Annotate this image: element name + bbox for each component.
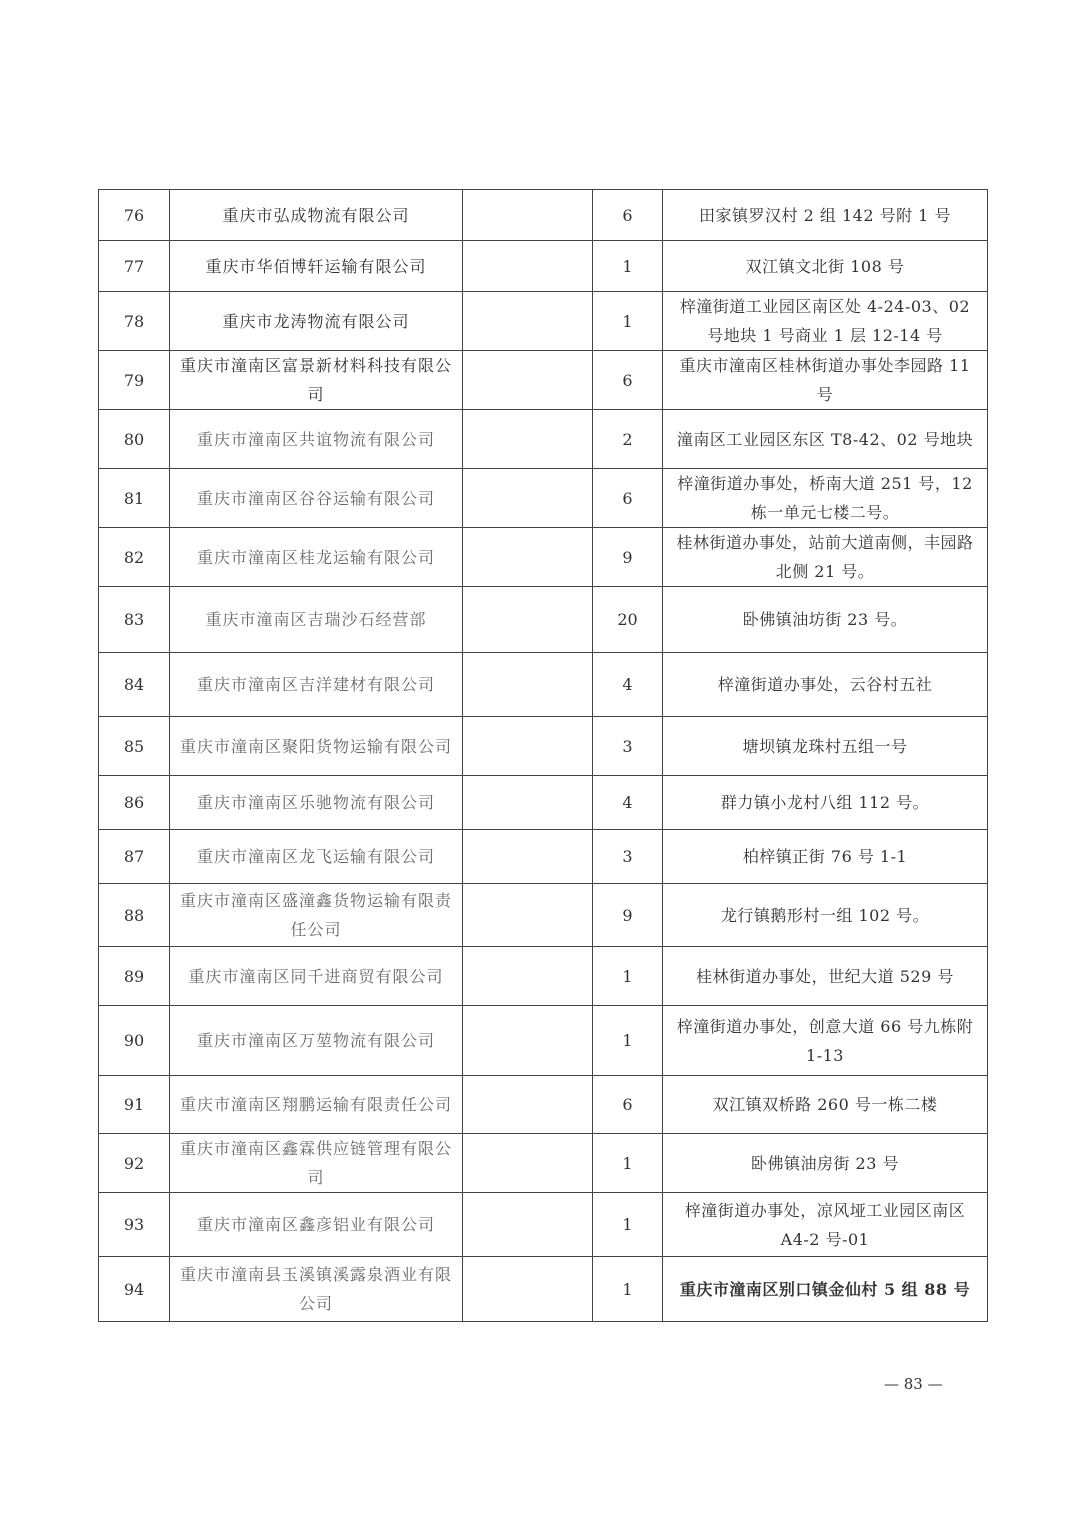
table-row xyxy=(99,351,988,410)
empty-cell xyxy=(463,410,593,469)
row-number: 84 xyxy=(99,653,170,717)
company-address: 双江镇双桥路 260 号一栋二楼 xyxy=(663,1076,988,1134)
row-number: 90 xyxy=(99,1006,170,1076)
vehicle-count: 1 xyxy=(593,1257,663,1322)
table-row xyxy=(99,241,988,292)
table-row xyxy=(99,653,988,717)
page-number: — 83 — xyxy=(884,1375,943,1393)
company-name: 重庆市潼南区聚阳货物运输有限公司 xyxy=(170,717,463,776)
empty-cell xyxy=(463,241,593,292)
row-number: 78 xyxy=(99,292,170,351)
company-address: 龙行镇鹅形村一组 102 号。 xyxy=(663,884,988,947)
row-number: 86 xyxy=(99,776,170,830)
empty-cell xyxy=(463,776,593,830)
table-row xyxy=(99,1076,988,1134)
vehicle-count: 20 xyxy=(593,587,663,653)
empty-cell xyxy=(463,717,593,776)
row-number: 87 xyxy=(99,830,170,884)
company-address: 卧佛镇油坊街 23 号。 xyxy=(663,587,988,653)
company-name: 重庆市潼南区万堃物流有限公司 xyxy=(170,1006,463,1076)
company-name: 重庆市潼南区鑫霖供应链管理有限公司 xyxy=(170,1134,463,1193)
company-address: 重庆市潼南区别口镇金仙村 5 组 88 号 xyxy=(663,1257,988,1322)
company-name: 重庆市潼南区共谊物流有限公司 xyxy=(170,410,463,469)
vehicle-count: 1 xyxy=(593,947,663,1006)
row-number: 83 xyxy=(99,587,170,653)
table-row xyxy=(99,717,988,776)
empty-cell xyxy=(463,1134,593,1193)
row-number: 88 xyxy=(99,884,170,947)
table-row xyxy=(99,1006,988,1076)
table-row xyxy=(99,947,988,1006)
vehicle-count: 1 xyxy=(593,241,663,292)
row-number: 93 xyxy=(99,1193,170,1257)
row-number: 82 xyxy=(99,528,170,587)
table-row xyxy=(99,190,988,241)
company-name: 重庆市潼南区谷谷运输有限公司 xyxy=(170,469,463,528)
company-name: 重庆市潼南区盛潼鑫货物运输有限责任公司 xyxy=(170,884,463,947)
row-number: 77 xyxy=(99,241,170,292)
row-number: 85 xyxy=(99,717,170,776)
company-name: 重庆市潼南区龙飞运输有限公司 xyxy=(170,830,463,884)
company-address: 双江镇文北街 108 号 xyxy=(663,241,988,292)
empty-cell xyxy=(463,469,593,528)
company-address: 梓潼街道办事处，云谷村五社 xyxy=(663,653,988,717)
company-name: 重庆市弘成物流有限公司 xyxy=(170,190,463,241)
row-number: 80 xyxy=(99,410,170,469)
row-number: 91 xyxy=(99,1076,170,1134)
company-address: 梓潼街道办事处，凉风垭工业园区南区 A4-2 号-01 xyxy=(663,1193,988,1257)
row-number: 89 xyxy=(99,947,170,1006)
table-row xyxy=(99,528,988,587)
empty-cell xyxy=(463,1257,593,1322)
company-name: 重庆市潼南区吉瑞沙石经营部 xyxy=(170,587,463,653)
company-name: 重庆市潼南区鑫彦铝业有限公司 xyxy=(170,1193,463,1257)
table-row xyxy=(99,884,988,947)
vehicle-count: 6 xyxy=(593,351,663,410)
vehicle-count: 9 xyxy=(593,528,663,587)
row-number: 76 xyxy=(99,190,170,241)
company-address: 梓潼街道工业园区南区处 4-24-03、02 号地块 1 号商业 1 层 12-14 号 xyxy=(663,292,988,351)
vehicle-count: 1 xyxy=(593,1193,663,1257)
company-name: 重庆市华佰博轩运输有限公司 xyxy=(170,241,463,292)
company-name: 重庆市潼南区乐驰物流有限公司 xyxy=(170,776,463,830)
empty-cell xyxy=(463,653,593,717)
company-address: 重庆市潼南区桂林街道办事处李园路 11 号 xyxy=(663,351,988,410)
row-number: 79 xyxy=(99,351,170,410)
empty-cell xyxy=(463,1193,593,1257)
company-address: 卧佛镇油房街 23 号 xyxy=(663,1134,988,1193)
empty-cell xyxy=(463,884,593,947)
vehicle-count: 1 xyxy=(593,1006,663,1076)
empty-cell xyxy=(463,351,593,410)
company-address: 塘坝镇龙珠村五组一号 xyxy=(663,717,988,776)
table-row xyxy=(99,587,988,653)
table-row xyxy=(99,1134,988,1193)
table-row xyxy=(99,1257,988,1322)
row-number: 92 xyxy=(99,1134,170,1193)
company-name: 重庆市龙涛物流有限公司 xyxy=(170,292,463,351)
empty-cell xyxy=(463,292,593,351)
company-name: 重庆市潼南区吉洋建材有限公司 xyxy=(170,653,463,717)
company-name: 重庆市潼南区桂龙运输有限公司 xyxy=(170,528,463,587)
table-row xyxy=(99,469,988,528)
vehicle-count: 3 xyxy=(593,717,663,776)
company-address: 梓潼街道办事处，创意大道 66 号九栋附 1-13 xyxy=(663,1006,988,1076)
company-name: 重庆市潼南区同千进商贸有限公司 xyxy=(170,947,463,1006)
table-row xyxy=(99,1193,988,1257)
company-address: 潼南区工业园区东区 T8-42、02 号地块 xyxy=(663,410,988,469)
table-row xyxy=(99,292,988,351)
vehicle-count: 1 xyxy=(593,292,663,351)
table-row xyxy=(99,776,988,830)
vehicle-count: 6 xyxy=(593,190,663,241)
vehicle-count: 2 xyxy=(593,410,663,469)
empty-cell xyxy=(463,1006,593,1076)
company-address: 柏梓镇正街 76 号 1-1 xyxy=(663,830,988,884)
row-number: 81 xyxy=(99,469,170,528)
vehicle-count: 4 xyxy=(593,776,663,830)
company-name: 重庆市潼南区翔鹏运输有限责任公司 xyxy=(170,1076,463,1134)
vehicle-count: 3 xyxy=(593,830,663,884)
company-name: 重庆市潼南县玉溪镇溪露泉酒业有限公司 xyxy=(170,1257,463,1322)
vehicle-count: 6 xyxy=(593,1076,663,1134)
company-address: 田家镇罗汉村 2 组 142 号附 1 号 xyxy=(663,190,988,241)
company-name: 重庆市潼南区富景新材料科技有限公司 xyxy=(170,351,463,410)
company-address: 桂林街道办事处，站前大道南侧，丰园路北侧 21 号。 xyxy=(663,528,988,587)
company-address: 梓潼街道办事处，桥南大道 251 号，12 栋一单元七楼二号。 xyxy=(663,469,988,528)
enterprise-table xyxy=(98,189,987,1322)
vehicle-count: 6 xyxy=(593,469,663,528)
vehicle-count: 1 xyxy=(593,1134,663,1193)
table-row xyxy=(99,410,988,469)
empty-cell xyxy=(463,528,593,587)
vehicle-count: 9 xyxy=(593,884,663,947)
table-row xyxy=(99,830,988,884)
empty-cell xyxy=(463,587,593,653)
empty-cell xyxy=(463,1076,593,1134)
vehicle-count: 4 xyxy=(593,653,663,717)
company-address: 群力镇小龙村八组 112 号。 xyxy=(663,776,988,830)
row-number: 94 xyxy=(99,1257,170,1322)
company-address: 桂林街道办事处，世纪大道 529 号 xyxy=(663,947,988,1006)
empty-cell xyxy=(463,830,593,884)
empty-cell xyxy=(463,947,593,1006)
empty-cell xyxy=(463,190,593,241)
